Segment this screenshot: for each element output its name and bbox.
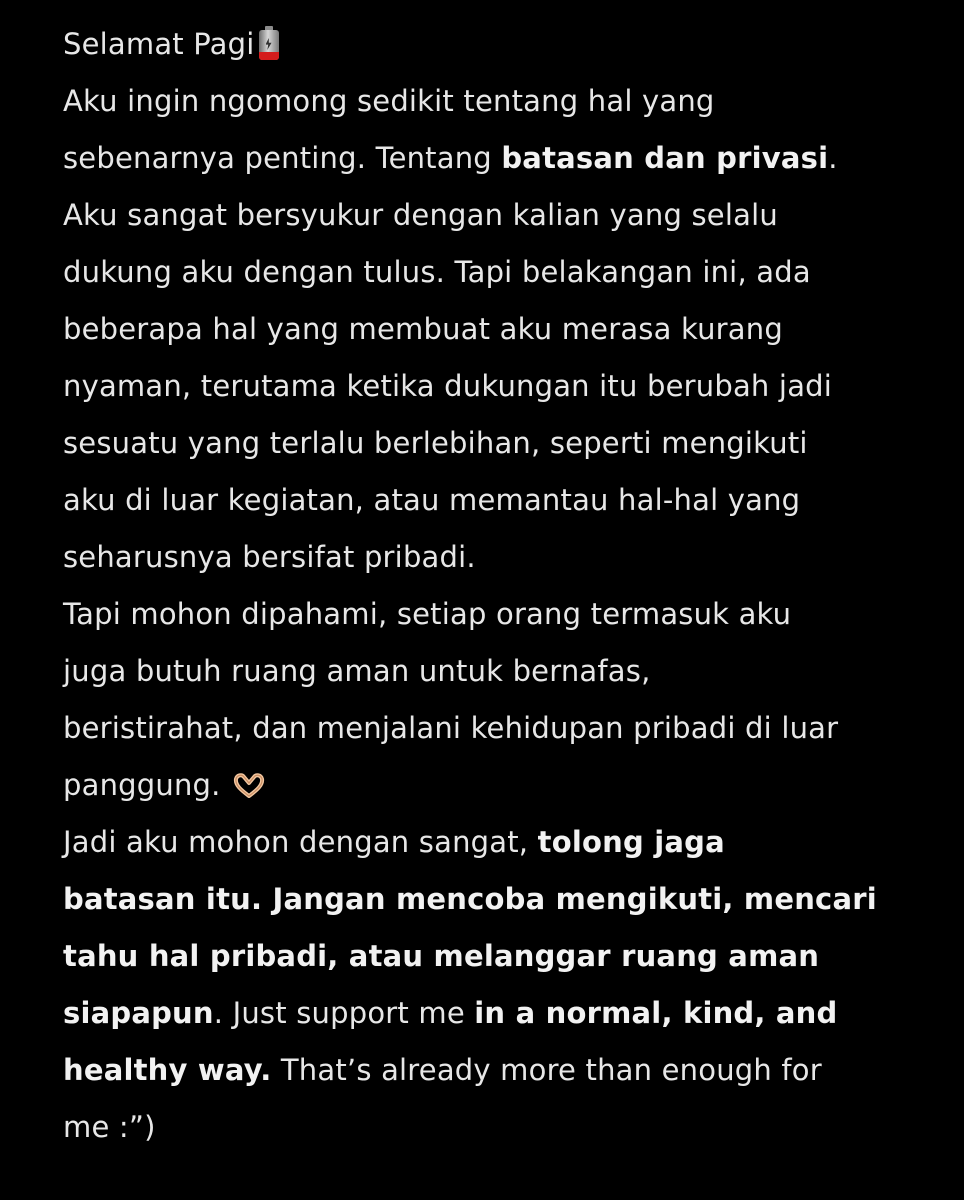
note-line — [63, 871, 943, 928]
text-segment: Jadi aku mohon dengan sangat, — [63, 825, 538, 859]
note-line — [63, 130, 943, 187]
text-segment: juga butuh ruang aman untuk bernafas, — [63, 654, 651, 688]
battery-low-icon — [259, 26, 279, 60]
bold-text: batasan itu. Jangan mencoba mengikuti, mencari — [63, 882, 877, 916]
bold-text: tahu hal pribadi, atau melanggar ruang aman — [63, 939, 820, 973]
notes-text[interactable] — [63, 16, 943, 1156]
heart-hands-icon — [233, 761, 265, 818]
text-segment: beristirahat, dan menjalani kehidupan pribadi di luar — [63, 711, 839, 745]
text-segment: Tapi mohon dipahami, setiap orang termasuk aku — [63, 597, 792, 631]
text-segment: . Just support me — [213, 996, 475, 1030]
text-segment: me :”) — [63, 1110, 156, 1144]
note-line — [63, 301, 943, 358]
text-segment: beberapa hal yang membuat aku merasa kurang — [63, 312, 783, 346]
note-line — [63, 73, 943, 130]
note-line — [63, 1042, 943, 1099]
text-segment: sesuatu yang terlalu berlebihan, seperti mengikuti — [63, 426, 808, 460]
text-segment: Aku sangat bersyukur dengan kalian yang selalu — [63, 198, 778, 232]
text-segment: seharusnya bersifat pribadi. — [63, 540, 476, 574]
text-segment: nyaman, terutama ketika dukungan itu berubah jadi — [63, 369, 833, 403]
note-line — [63, 16, 943, 73]
text-segment: Aku ingin ngomong sedikit tentang hal yang — [63, 84, 715, 118]
note-line — [63, 985, 943, 1042]
note-line — [63, 1099, 943, 1156]
bold-text: in a normal, kind, and — [474, 996, 838, 1030]
note-line — [63, 586, 943, 643]
bold-text: healthy way. — [63, 1053, 272, 1087]
text-segment: panggung. — [63, 768, 221, 802]
note-line — [63, 358, 943, 415]
note-line — [63, 700, 943, 757]
note-line — [63, 928, 943, 985]
text-segment: That’s already more than enough for — [271, 1053, 822, 1087]
note-line — [63, 415, 943, 472]
bold-text: batasan dan privasi — [501, 141, 829, 175]
note-line — [63, 814, 943, 871]
text-segment: . — [828, 141, 838, 175]
text-segment: Selamat Pagi — [63, 27, 255, 61]
note-line — [63, 187, 943, 244]
bold-text: siapapun — [63, 996, 214, 1030]
note-line — [63, 757, 943, 814]
note-line — [63, 529, 943, 586]
note-line — [63, 244, 943, 301]
text-segment: sebenarnya penting. Tentang — [63, 141, 502, 175]
bold-text: tolong jaga — [537, 825, 725, 859]
note-line — [63, 643, 943, 700]
text-segment: aku di luar kegiatan, atau memantau hal-hal yang — [63, 483, 801, 517]
text-segment: dukung aku dengan tulus. Tapi belakangan ini, ada — [63, 255, 811, 289]
note-line — [63, 472, 943, 529]
